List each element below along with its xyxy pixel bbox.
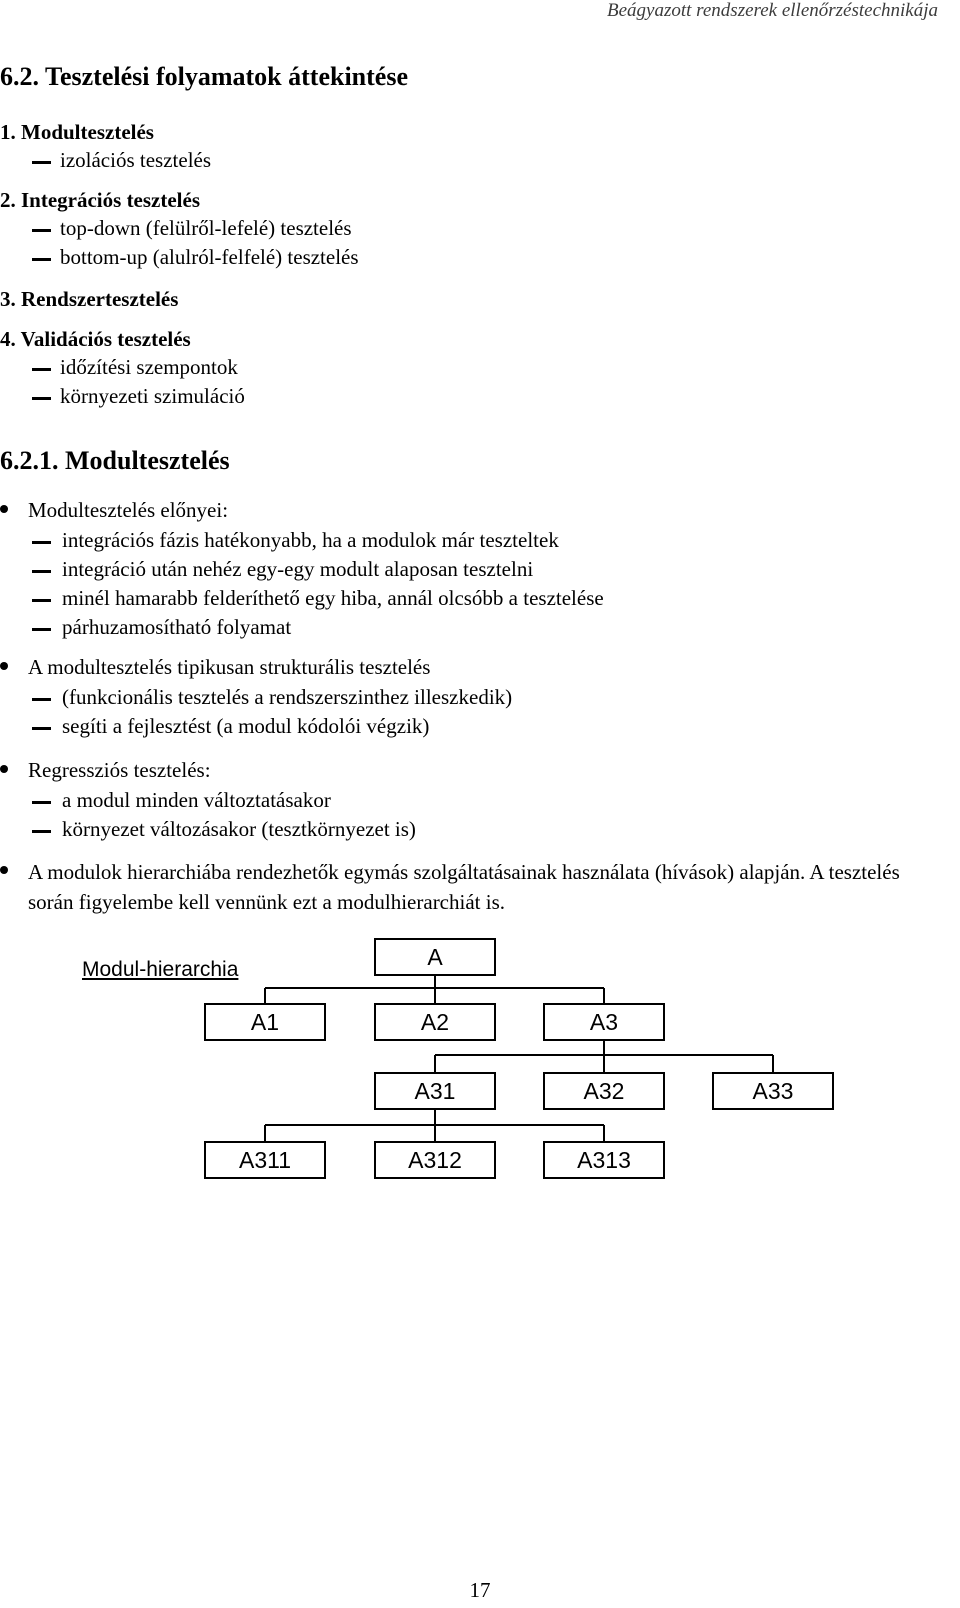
- diagram-label: Modul-hierarchia: [82, 958, 239, 981]
- page-number: 17: [469, 1578, 491, 1602]
- node-a312: A312: [374, 1141, 496, 1179]
- bullet-text: A modultesztelés tipikusan strukturális tesztelés: [28, 655, 431, 679]
- section-heading: 6.2. Tesztelési folyamatok áttekintése: [0, 62, 409, 91]
- dash-item-text: segíti a fejlesztést (a modul kódolói végzik): [62, 714, 430, 738]
- list-item-3: 3. Rendszertesztelés: [0, 287, 179, 311]
- dash-item-text: top-down (felülről-lefelé) tesztelés: [60, 216, 352, 240]
- node-a311: A311: [204, 1141, 326, 1179]
- dash-item-text: (funkcionális tesztelés a rendszerszinthez illeszkedik): [62, 685, 513, 709]
- dash-item-text: környezet változásakor (tesztkörnyezet is): [62, 817, 416, 841]
- dash-item-text: integrációs fázis hatékonyabb, ha a modulok már teszteltek: [62, 528, 559, 552]
- node-a3: A3: [543, 1003, 665, 1041]
- subsection-heading: 6.2.1. Modultesztelés: [0, 446, 230, 475]
- dash-item-text: bottom-up (alulról-felfelé) tesztelés: [60, 245, 359, 269]
- node-a2: A2: [374, 1003, 496, 1041]
- node-a: A: [374, 938, 496, 976]
- node-a1: A1: [204, 1003, 326, 1041]
- dash-item-text: izolációs tesztelés: [60, 148, 212, 172]
- running-head: Beágyazott rendszerek ellenőrzéstechnikája: [607, 0, 938, 21]
- list-item-2: 2. Integrációs tesztelés: [0, 188, 201, 212]
- bullet-text: Regressziós tesztelés:: [28, 758, 211, 782]
- node-a313: A313: [543, 1141, 665, 1179]
- dash-item-text: integráció után nehéz egy-egy modult alaposan tesztelni: [62, 557, 534, 581]
- dash-item-text: környezeti szimuláció: [60, 384, 245, 408]
- node-a33: A33: [712, 1072, 834, 1110]
- list-item-4: 4. Validációs tesztelés: [0, 327, 191, 351]
- node-a31: A31: [374, 1072, 496, 1110]
- dash-item-text: a modul minden változtatásakor: [62, 788, 331, 812]
- bullet-paragraph: A modulok hierarchiába rendezhetők egymás szolgáltatásainak használata (hívások) alapján. A tesztelés során figyelembe kell vennünk ezt a modulhierarchiát is.: [28, 860, 900, 914]
- list-item-1: 1. Modultesztelés: [0, 120, 154, 144]
- dash-item-text: minél hamarabb felderíthető egy hiba, annál olcsóbb a tesztelése: [62, 586, 604, 610]
- bullet-text: Modultesztelés előnyei:: [28, 498, 229, 522]
- dash-item-text: időzítési szempontok: [60, 355, 238, 379]
- node-a32: A32: [543, 1072, 665, 1110]
- dash-item-text: párhuzamosítható folyamat: [62, 615, 292, 639]
